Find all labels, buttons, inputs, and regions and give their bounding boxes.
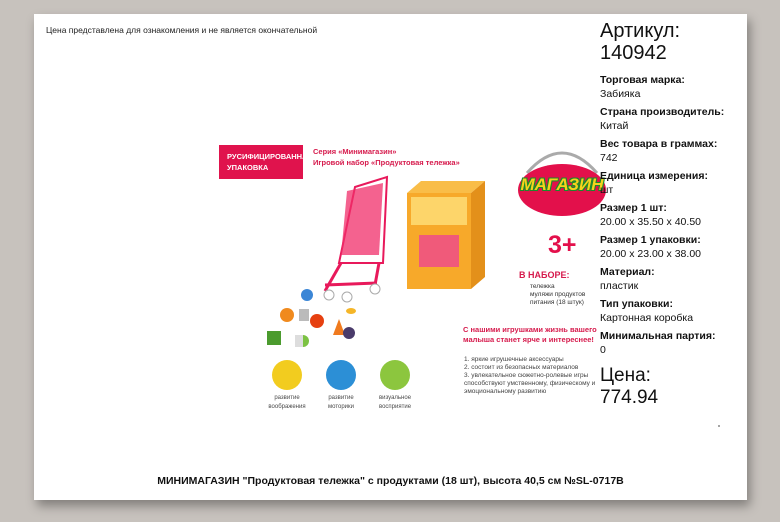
- spec-material: [600, 265, 748, 293]
- spec-min-order: [600, 329, 748, 357]
- spec-weight: [600, 137, 748, 165]
- spec-package-type: [600, 297, 748, 325]
- product-caption: МИНИМАГАЗИН "Продуктовая тележка" с продуктами (18 шт), высота 40,5 см №SL-0717B: [157, 475, 624, 487]
- feature-label: воображения: [268, 404, 306, 410]
- feature-imagination: [257, 393, 317, 410]
- spec-label: Единица измерения:: [600, 170, 708, 182]
- set-contents-list: [530, 283, 585, 307]
- spec-label: Вес товара в граммах:: [600, 138, 718, 150]
- benefit-line: эмоциональному развитию: [464, 388, 547, 395]
- shopping-cart-icon: [324, 177, 387, 302]
- spec-value: Картонная коробка: [600, 312, 694, 324]
- age-rating: 3+: [548, 231, 577, 259]
- spec-value: 742: [600, 152, 618, 164]
- spec-label: Материал:: [600, 266, 655, 278]
- spec-value: Китай: [600, 120, 629, 132]
- feature-visual-perception: [365, 393, 425, 410]
- feature-label: визуальное: [378, 395, 412, 401]
- spec-label: Размер 1 шт:: [600, 202, 667, 214]
- benefit-line: 3. увлекательное сюжетно-ролевые игры: [464, 372, 589, 379]
- sku-value: 140942: [600, 42, 667, 64]
- product-specs: [600, 20, 748, 409]
- spec-label: Минимальная партия:: [600, 330, 716, 342]
- spec-value: 0: [600, 344, 606, 356]
- russified-package-badge: РУСИФИЦИРОВАННАЯ УПАКОВКА: [219, 145, 303, 179]
- dot-marker: [718, 425, 720, 427]
- spec-value: 20.00 x 23.00 x 38.00: [600, 248, 701, 260]
- spec-value: Забияка: [600, 88, 641, 100]
- feature-label: моторики: [327, 404, 354, 410]
- spec-value: шт: [600, 184, 614, 196]
- minimagazin-logo-text: МАГАЗИН: [520, 175, 604, 194]
- spec-value: 20.00 x 35.50 x 40.50: [600, 216, 701, 228]
- slogan: [463, 325, 597, 345]
- spec-label: Размер 1 упаковки:: [600, 234, 701, 246]
- spec-item-size: [600, 201, 748, 229]
- feature-badges: [272, 360, 410, 390]
- spec-label: Страна производитель:: [600, 106, 725, 118]
- price-value: 774.94: [600, 387, 659, 408]
- series-line-2: Игровой набор «Продуктовая тележка»: [313, 158, 460, 167]
- series-line-1: Серия «Минимагазин»: [313, 147, 397, 156]
- product-box-icon: [407, 181, 485, 289]
- product-image: [207, 135, 614, 410]
- price-notice: Цена представлена для ознакомления и не является окончательной: [46, 25, 318, 35]
- slogan-line: С нашими игрушками жизнь вашего: [463, 325, 597, 334]
- feature-label: развитие: [274, 395, 300, 401]
- set-contents-title: В НАБОРЕ:: [519, 270, 570, 280]
- slogan-line: малыша станет ярче и интереснее!: [463, 335, 594, 344]
- feature-motor-skills: [311, 393, 371, 410]
- spec-label: Торговая марка:: [600, 74, 685, 86]
- spec-label: Тип упаковки:: [600, 298, 673, 310]
- benefit-line: 1. яркие игрушечные аксессуары: [464, 356, 564, 363]
- benefit-line: способствуют умственному, физическому и: [464, 380, 596, 387]
- set-item: питания (18 штук): [530, 299, 584, 306]
- product-sheet: [34, 14, 747, 500]
- sku-label: Артикул:: [600, 20, 681, 42]
- spec-brand: [600, 73, 748, 101]
- spec-unit: [600, 169, 748, 197]
- benefits-list: [464, 356, 595, 396]
- set-item: муляжи продуктов: [530, 291, 586, 298]
- feature-label: развитие: [328, 395, 354, 401]
- feature-label: восприятие: [378, 404, 412, 410]
- set-item: тележка: [530, 283, 555, 290]
- price-label: Цена:: [600, 365, 651, 386]
- spec-package-size: [600, 233, 748, 261]
- spec-country: [600, 105, 748, 133]
- benefit-line: 2. состоит из безопасных материалов: [464, 364, 579, 371]
- spec-value: пластик: [600, 280, 639, 292]
